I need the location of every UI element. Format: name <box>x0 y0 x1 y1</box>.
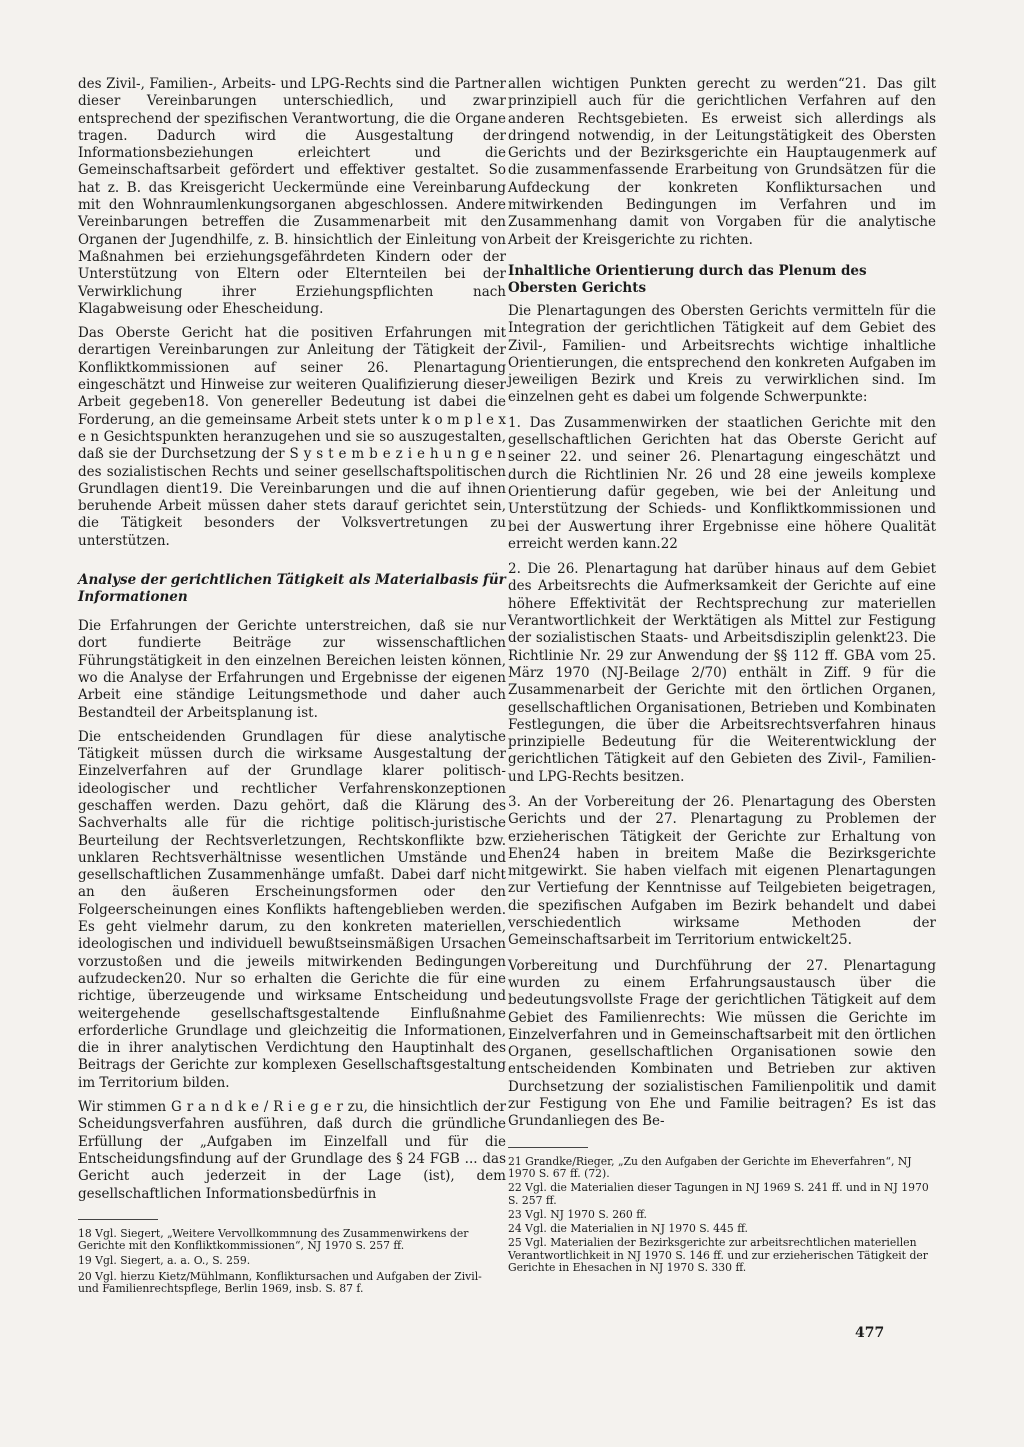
footnotes <box>508 1156 936 1275</box>
page-number: 477 <box>855 1325 885 1341</box>
footnote: 19 Vgl. Siegert, a. a. O., S. 259. <box>78 1254 251 1268</box>
paragraph: Die Erfahrungen der Gerichte unterstreichen, daß sie nur dort fundierte Beiträge zur wissenschaftlichen Führungstätigkeit in den einzelnen Bereichen leisten können, wo die Analyse der Erfahrungen und Ergebnisse der eigenen Arbeit eine ständige Leitungsmethode und daher auch Bestandteil der Arbeitsplanung ist. <box>78 618 506 721</box>
paragraph: 3. An der Vorbereitung der 26. Plenartagung des Obersten Gerichts und der 27. Plenartagung zu Problemen der erzieherischen Tätigkeit der Gerichte zur Erhaltung von Ehen24 haben in breitem Maße die Bezirksgerichte mitgewirkt. Sie haben vielfach mit eigenen Plenartagungen zur Vertiefung der Kenntnisse auf Teilgebieten beigetragen, die spezifischen Aufgaben im Bezirk behandelt und dabei verschiedentlich wirksame Methoden der Gemeinschaftsarbeit im Territorium entwickelt25. <box>508 793 936 949</box>
footnote: 24 Vgl. die Materialien in NJ 1970 S. 445 ff. <box>508 1222 748 1236</box>
paragraph: Die Plenartagungen des Obersten Gerichts vermitteln für die Integration der gerichtlichen Tätigkeit auf dem Gebiet des Zivil-, Familien- und Arbeitsrechts wichtige inhaltliche Orientierungen, die entsprechend den konkreten Aufgaben im jeweiligen Bezirk und Kreis zu verwirklichen sind. Im einzelnen geht es dabei um folgende Schwerpunkte: <box>508 302 936 406</box>
footnote: 22 Vgl. die Materialien dieser Tagungen in NJ 1969 S. 241 ff. und in NJ 1970 S. 257 ff. <box>508 1181 929 1207</box>
footnote: 18 Vgl. Siegert, „Weitere Vervollkommnung des Zusammenwirkens der Gerichte mit den Konfliktkommissionen“, NJ 1970 S. 257 ff. <box>78 1226 469 1253</box>
section-heading: Inhaltliche Orientierung durch das Plenum des Obersten Gerichts <box>508 262 867 296</box>
footnote: 23 Vgl. NJ 1970 S. 260 ff. <box>508 1207 647 1221</box>
footnotes <box>78 1228 506 1295</box>
footnote: 25 Vgl. Materialien der Bezirksgerichte zur arbeitsrechtlichen materiellen Verantwortlichkeit in NJ 1970 S. 146 ff. und zur erzieherischen Tätigkeit der Gerichte in Ehesachen in NJ 1970 S. 330 ff. <box>508 1236 928 1274</box>
paragraph: 1. Das Zusammenwirken der staatlichen Gerichte mit den gesellschaftlichen Gerichten hat das Oberste Gericht auf seiner 22. und seiner 26. Plenartagung eingeschätzt und durch die Richtlinien Nr. 26 und 28 eine jeweils komplexe Orientierung dafür gegeben, wie bei der Anleitung und Unterstützung der Schieds- und Konfliktkommissionen und bei der Auswertung ihrer Ergebnisse eine höhere Qualität erreicht werden kann.22 <box>508 414 936 552</box>
paragraph: Wir stimmen G r a n d k e / R i e g e r zu, die hinsichtlich der Scheidungsverfahren ausführen, daß durch die gründliche Erfüllung der „Aufgaben im Einzelfall und für die Entscheidungsfindung auf der Grundlage des § 24 FGB ... das Gericht auch jederzeit in der Lage (ist), dem gesellschaftlichen Informationsbedürfnis in <box>78 1099 506 1202</box>
paragraph: 2. Die 26. Plenartagung hat darüber hinaus auf dem Gebiet des Arbeitsrechts die Aufmerksamkeit der Gerichte auf eine höhere Effektivität der Rechtsprechung zur materiellen Verantwortlichkeit der Werktätigen als Mittel zur Festigung der sozialistischen Staats- und Arbeitsdisziplin gelenkt23. Die Richtlinie Nr. 29 zur Anwendung der §§ 112 ff. GBA vom 25. März 1970 (NJ-Beilage 2/70) enthält in Ziff. 9 für die Zusammenarbeit der Gerichte mit den örtlichen Organen, gesellschaftlichen Organisationen, Betrieben und Kombinaten Festlegungen, die über die Arbeitsrechtsverfahren hinaus prinzipielle Bedeutung für die Weiterentwicklung der gerichtlichen Tätigkeit auf den Gebieten des Zivil-, Familien- und LPG-Rechts besitzen. <box>508 561 936 785</box>
section-heading: Analyse der gerichtlichen Tätigkeit als Materialbasis für Informationen <box>78 572 506 606</box>
paragraph: Die entscheidenden Grundlagen für diese analytische Tätigkeit müssen durch die wirksame Ausgestaltung der Einzelverfahren auf der Grundlage klarer politisch-ideologischer und rechtlicher Verfahrenskonzeptionen geschaffen werden. Dazu gehört, daß die Klärung des Sachverhalts alle für die richtige politisch-juristische Beurteilung der Rechtsverletzungen, Rechtskonflikte bzw. unklaren Rechtsverhältnisse wesentlichen Umstände und gesellschaftlichen Zusammenhänge umfaßt. Dabei darf nicht an den äußeren Erscheinungsformen oder den Folgeerscheinungen eines Konflikts haftengeblieben werden. Es geht vielmehr darum, zu den konkreten materiellen, ideologischen und individuell bewußtseinsmäßigen Ursachen vorzustoßen und die jeweils mitwirkenden Bedingungen aufzudecken20. Nur so erhalten die Gerichte die für eine richtige, überzeugende und wirksame Entscheidung und weitergehende gesellschaftsgestaltende Einflußnahme erforderliche Grundlage und gleichzeitig die Informationen, die in ihrer analytischen Verdichtung den Hauptinhalt des Beitrags der Gerichte zur komplexen Gesellschaftsgestaltung im Territorium bilden. <box>78 728 506 1091</box>
paragraph: allen wichtigen Punkten gerecht zu werden“21. Das gilt prinzipiell auch für die gerichtlichen Verfahren auf den anderen Rechtsgebieten. Es erweist sich allerdings als dringend notwendig, in der Leitungstätigkeit des Obersten Gerichts und der Bezirksgerichte ein Hauptaugenmerk auf die zusammenfassende Erarbeitung von Grundsätzen für die Aufdeckung der konkreten Konfliktursachen und mitwirkenden Bedingungen im Verfahren und im Zusammenhang damit von Vorgaben für die analytische Arbeit der Kreisgerichte zu richten. <box>508 76 936 248</box>
footnote-divider <box>78 1219 158 1220</box>
right-column <box>508 76 936 1276</box>
footnote: 20 Vgl. hierzu Kietz/Mühlmann, Konfliktursachen und Aufgaben der Zivil- und Familienrechtspflege, Berlin 1969, insb. S. 87 f. <box>78 1269 482 1295</box>
footnote: 21 Grandke/Rieger, „Zu den Aufgaben der Gerichte im Eheverfahren“, NJ 1970 S. 67 ff. (72). <box>508 1154 912 1180</box>
paragraph: Vorbereitung und Durchführung der 27. Plenartagung wurden zu einem Erfahrungsaustausch über die bedeutungsvollste Frage der gerichtlichen Tätigkeit auf dem Gebiet des Familienrechts: Wie müssen die Gerichte im Einzelverfahren und in Gemeinschaftsarbeit mit den örtlichen Organen, gesellschaftlichen Organisationen sowie den entscheidenden Kombinaten und Betrieben zur aktiven Durchsetzung der sozialistischen Familienpolitik und damit zur Festigung von Ehe und Familie beitragen? Es ist das Grundanliegen des Be- <box>508 957 936 1130</box>
paragraph: Das Oberste Gericht hat die positiven Erfahrungen mit derartigen Vereinbarungen zur Anleitung der Tätigkeit der Konfliktkommissionen auf seiner 26. Plenartagung eingeschätzt und Hinweise zur weiteren Qualifizierung dieser Arbeit gegeben18. Von genereller Bedeutung ist dabei die Forderung, an die gemeinsame Arbeit stets unter k o m p l e x e n Gesichtspunkten heranzugehen und sie so auszugestalten, daß sie der Durchsetzung der S y s t e m b e z i e h u n g e n des sozialistischen Rechts und seiner gesellschaftspolitischen Grundlagen dient19. Die Vereinbarungen und die auf ihnen beruhende Arbeit müssen daher stets darauf gerichtet sein, die Tätigkeit besonders der Volksvertretungen zu unterstützen. <box>78 325 506 549</box>
left-column <box>78 76 506 1298</box>
paragraph: des Zivil-, Familien-, Arbeits- und LPG-Rechts sind die Partner dieser Vereinbarungen unterschiedlich, und zwar entsprechend der spezifischen Verantwortung, die die Organe tragen. Dadurch wird die Ausgestaltung der Informationsbeziehungen erleichtert und die Gemeinschaftsarbeit gefördert und effektiver gestaltet. So hat z. B. das Kreisgericht Ueckermünde eine Vereinbarung mit den Wohnraumlenkungsorganen abgeschlossen. Andere Vereinbarungen betreffen die Zusammenarbeit mit den Organen der Jugendhilfe, z. B. hinsichtlich der Einleitung von Maßnahmen bei erziehungsgefährdeten Kindern oder der Unterstützung von Eltern oder Elternteilen bei der Verwirklichung ihrer Erziehungspflichten nach Klagabweisung oder Ehescheidung. <box>78 76 506 317</box>
footnote-divider <box>508 1147 588 1148</box>
